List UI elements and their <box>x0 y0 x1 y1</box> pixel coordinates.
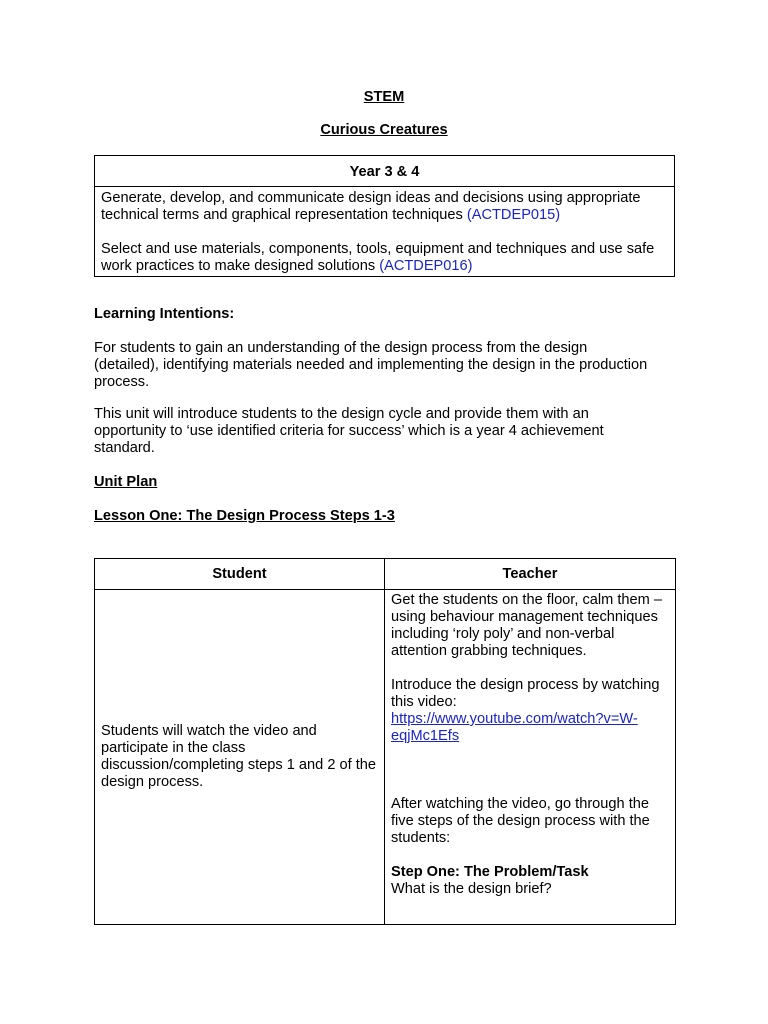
spacer <box>391 847 669 864</box>
curriculum-item <box>101 190 668 224</box>
spacer <box>391 745 669 796</box>
learning-intentions-heading: Learning Intentions: <box>94 306 235 322</box>
teacher-instruction: Get the students on the floor, calm them – using behaviour management techniques including ‘roly poly’ and non-verbal attention grabbing techniques. <box>391 592 662 659</box>
curriculum-item <box>101 241 668 275</box>
table-header-row <box>95 559 676 590</box>
column-header-student: Student <box>95 559 385 590</box>
curriculum-code-link[interactable]: (ACTDEP015) <box>466 207 561 223</box>
student-activity-text: Students will watch the video and participate in the class discussion/completing steps 1 and 2 of the design process. <box>101 723 377 790</box>
teacher-instruction: After watching the video, go through the five steps of the design process with the students: <box>391 796 650 846</box>
curriculum-table-body <box>95 187 675 277</box>
step-one-heading: Step One: The Problem/Task <box>391 864 589 880</box>
spacer <box>391 660 669 677</box>
page-subtitle: Curious Creatures <box>320 122 448 138</box>
student-cell <box>95 590 385 925</box>
step-one-question: What is the design brief? <box>391 881 552 897</box>
curriculum-table-heading: Year 3 & 4 <box>95 156 675 187</box>
learning-intentions-paragraph: For students to gain an understanding of the design process from the design (detailed), identifying materials needed and implementing the design in the production process. <box>94 340 648 390</box>
video-link[interactable]: https://www.youtube.com/watch?v=W-eqjMc1Efs <box>391 711 638 744</box>
lesson-heading: Lesson One: The Design Process Steps 1-3 <box>94 508 395 524</box>
column-header-teacher: Teacher <box>385 559 676 590</box>
teacher-instruction-text: Introduce the design process by watching this video: <box>391 677 660 710</box>
spacer <box>101 224 668 241</box>
learning-intentions-paragraph: This unit will introduce students to the design cycle and provide them with an opportunity to ‘use identified criteria for success’ which is a year 4 achievement standard. <box>94 406 604 456</box>
curriculum-item-text: Select and use materials, components, tools, equipment and techniques and use safe work practices to make designed solutions <box>101 241 655 274</box>
teacher-instruction <box>391 677 669 745</box>
curriculum-item-text: Generate, develop, and communicate design ideas and decisions using appropriate technical terms and graphical representation techniques <box>101 190 641 223</box>
lesson-table <box>94 558 676 925</box>
teacher-cell <box>385 590 676 925</box>
unit-plan-heading: Unit Plan <box>94 474 158 490</box>
curriculum-table <box>94 155 675 277</box>
curriculum-code-link[interactable]: (ACTDEP016) <box>379 258 473 274</box>
table-row <box>95 590 676 925</box>
page-title: STEM <box>363 89 405 105</box>
